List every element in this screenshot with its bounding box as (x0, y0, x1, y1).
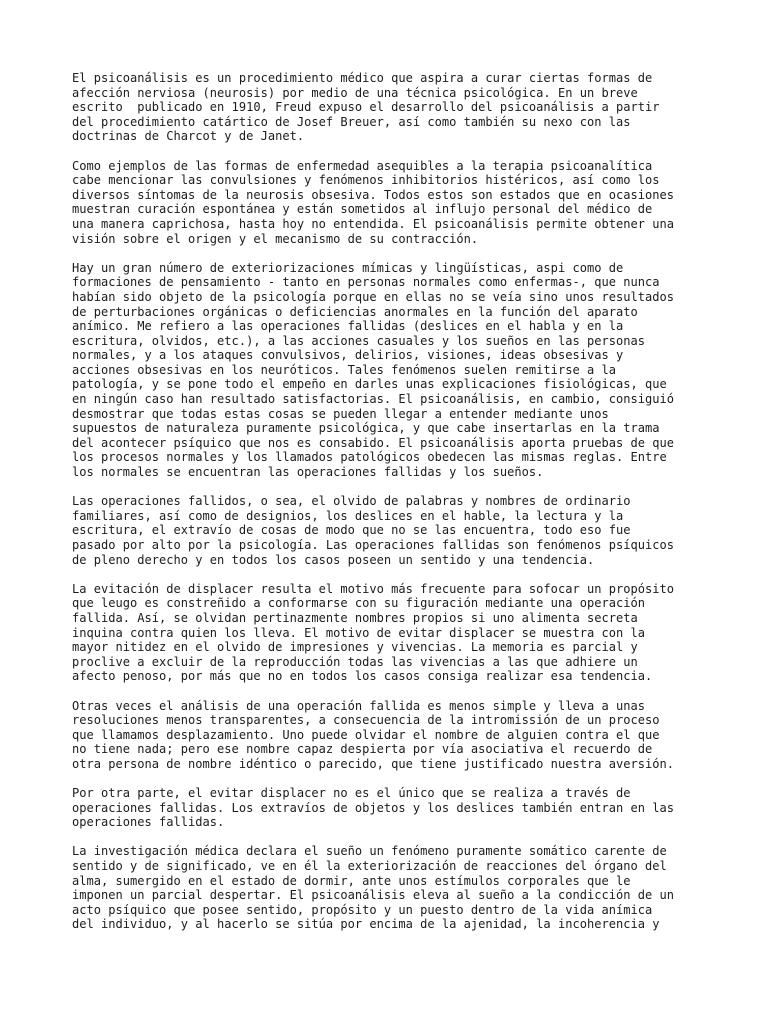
paragraph: Las operaciones fallidos, o sea, el olvido de palabras y nombres de ordinario familiares, así como de designios, los deslices en el hable, la lectura y la escritura, el extravío de cosas de modo que no se las encuentra, todo eso fue pasado por alto por la psicología. Las operaciones fallidas son fenómenos psíquicos de pleno derecho y en todos los casos poseen un sentido y una tendencia. (72, 494, 674, 567)
paragraph: Hay un gran número de exteriorizaciones mímicas y lingüísticas, aspi como de formaciones de pensamiento - tanto en personas normales como enfermas-, que nunca habían sido objeto de la psicología porque en ellas no se veía sino unos resultados de perturbaciones orgánicas o deficiencias anormales en la función del aparato anímico. Me refiero a las operaciones fallidas (deslices en el habla y en la escritura, olvidos, etc.), a las acciones casuales y los sueños en las personas normales, y a los ataques convulsivos, delirios, visiones, ideas obsesivas y acciones obsesivas en los neuróticos. Tales fenómenos suelen remitirse a la patología, y se pone todo el empeño en darles unas explicaciones fisiológicas, que en ningún caso han resultado satisfactorias. El psicoanálisis, en cambio, consiguió desmostrar que todas estas cosas se pueden llegar a entender mediante unos supuestos de naturaleza puramente psicológica, y que cabe insertarlas en la trama del acontecer psíquico que nos es consabido. El psicoanálisis aporta pruebas de que los procesos normales y los llamados patológicos obedecen las mismas reglas. Entre los normales se encuentran las operaciones fallidas y los sueños. (72, 260, 674, 480)
paragraph: El psicoanálisis es un procedimiento médico que aspira a curar ciertas formas de afección nerviosa (neurosis) por medio de una técnica psicológica. En un breve escrito publicado en 1910, Freud expuso el desarrollo del psicoanálisis a partir del procedimiento catártico de Josef Breuer, así como también su nexo con las doctrinas de Charcot y de Janet. (72, 71, 660, 144)
paragraph: Otras veces el análisis de una operación fallida es menos simple y lleva a unas resoluciones menos transparentes, a consecuencia de la intromissión de un proceso que llamamos desplazamiento. Uno puede olvidar el nombre de alguien contra el que no tiene nada; pero ese nombre capaz despierta por vía asociativa el recuerdo de otra persona de nombre idéntico o parecido, que tiene justificado nuestra aversión. (72, 698, 674, 771)
paragraph: Por otra parte, el evitar displacer no es el único que se realiza a través de operaciones fallidas. Los extravíos de objetos y los deslices también entran en las operaciones fallidas. (72, 786, 674, 830)
document-page (72, 71, 702, 947)
paragraph: Como ejemplos de las formas de enfermedad asequibles a la terapia psicoanalítica cabe mencionar las convulsiones y fenómenos inhibitorios histéricos, así como los diversos síntomas de la neurosis obsesiva. Todos estos son estados que en ocasiones muestran curación espontánea y están sometidos al influjo personal del médico de una manera caprichosa, hasta hoy no entendida. El psicoanálisis permite obtener una visión sobre el origen y el mecanismo de su contracción. (72, 158, 674, 246)
paragraph: La investigación médica declara el sueño un fenómeno puramente somático carente de sentido y de significado, ve en él la exteriorización de reacciones del órgano del alma, sumergido en el estado de dormir, ante unos estímulos corporales que le imponen un parcial despertar. El psicoanálisis eleva al sueño a la condicción de un acto psíquico que posee sentido, propósito y un puesto dentro de la vida anímica del individuo, y al hacerlo se sitúa por encima de la ajenidad, la incoherencia y (72, 844, 674, 932)
paragraph: La evitación de displacer resulta el motivo más frecuente para sofocar un propósito que leugo es constreñido a conformarse con su figuración mediante una operación fallida. Así, se olvidan pertinazmente nombres propios si uno alimenta secreta inquina contra quien los lleva. El motivo de evitar displacer se muestra con la mayor nitidez en el olvido de impresiones y vivencias. La memoria es parcial y proclive a excluir de la reproducción todas las vivencias a las que adhiere un afecto penoso, por más que no en todos los casos consiga realizar esa tendencia. (72, 581, 674, 684)
